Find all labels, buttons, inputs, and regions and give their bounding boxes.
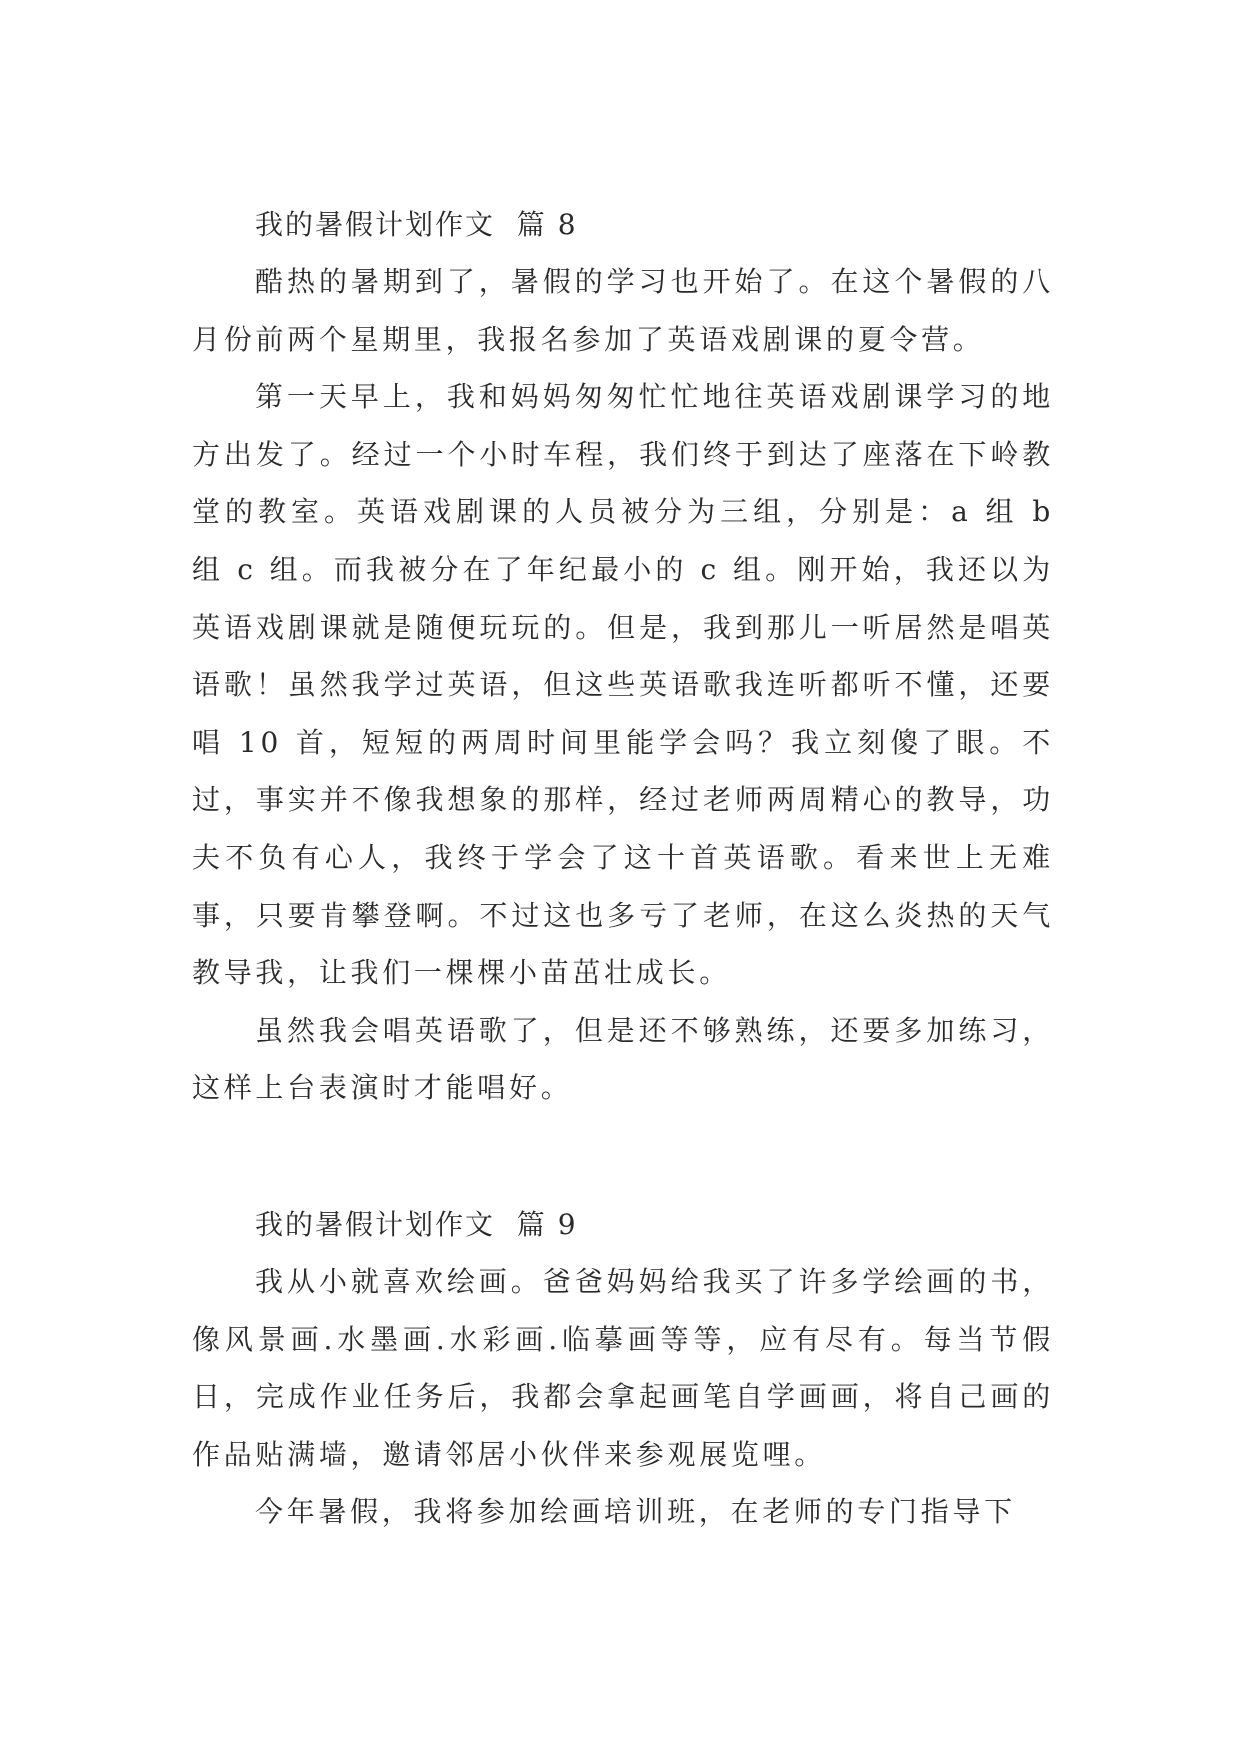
document-page <box>192 196 1054 1541</box>
section-gap <box>192 1117 1054 1196</box>
paragraph: 虽然我会唱英语歌了，但是还不够熟练，还要多加练习，这样上台表演时才能唱好。 <box>192 1013 1054 1105</box>
section-heading: 我的暑假计划作文 篇 8 <box>255 208 578 241</box>
paragraph: 今年暑假，我将参加绘画培训班，在老师的专门指导下 <box>255 1495 1016 1529</box>
paragraph: 酷热的暑期到了，暑假的学习也开始了。在这个暑假的八月份前两个星期里，我报名参加了英语戏剧课的夏令营。 <box>192 265 1054 356</box>
section-heading: 我的暑假计划作文 篇 9 <box>255 1207 578 1241</box>
paragraph: 第一天早上，我和妈妈匆匆忙忙地往英语戏剧课学习的地方出发了。经过一个小时车程，我们终于到达了座落在下岭教堂的教室。英语戏剧课的人员被分为三组，分别是：a 组 b 组 c 组。而我被分在了年纪最小的 c 组。刚开始，我还以为英语戏剧课就是随便玩玩的。但是，我到那儿一听居然是唱英语歌！虽然我学过英语，但这些英语歌我连听都听不懂，还要唱 10 首，短短的两周时间里能学会吗？我立刻傻了眼。不过，事实并不像我想象的那样，经过老师两周精心的教导，功夫不负有心人，我终于学会了这十首英语歌。看来世上无难事，只要肯攀登啊。不过这也多亏了老师，在这么炎热的天气教导我，让我们一棵棵小苗茁壮成长。 <box>192 380 1054 990</box>
paragraph: 我从小就喜欢绘画。爸爸妈妈给我买了许多学绘画的书，像风景画.水墨画.水彩画.临摹画等等，应有尽有。每当节假日，完成作业任务后，我都会拿起画笔自学画画，将自己画的作品贴满墙，邀请邻居小伙伴来参观展览哩。 <box>192 1264 1054 1471</box>
